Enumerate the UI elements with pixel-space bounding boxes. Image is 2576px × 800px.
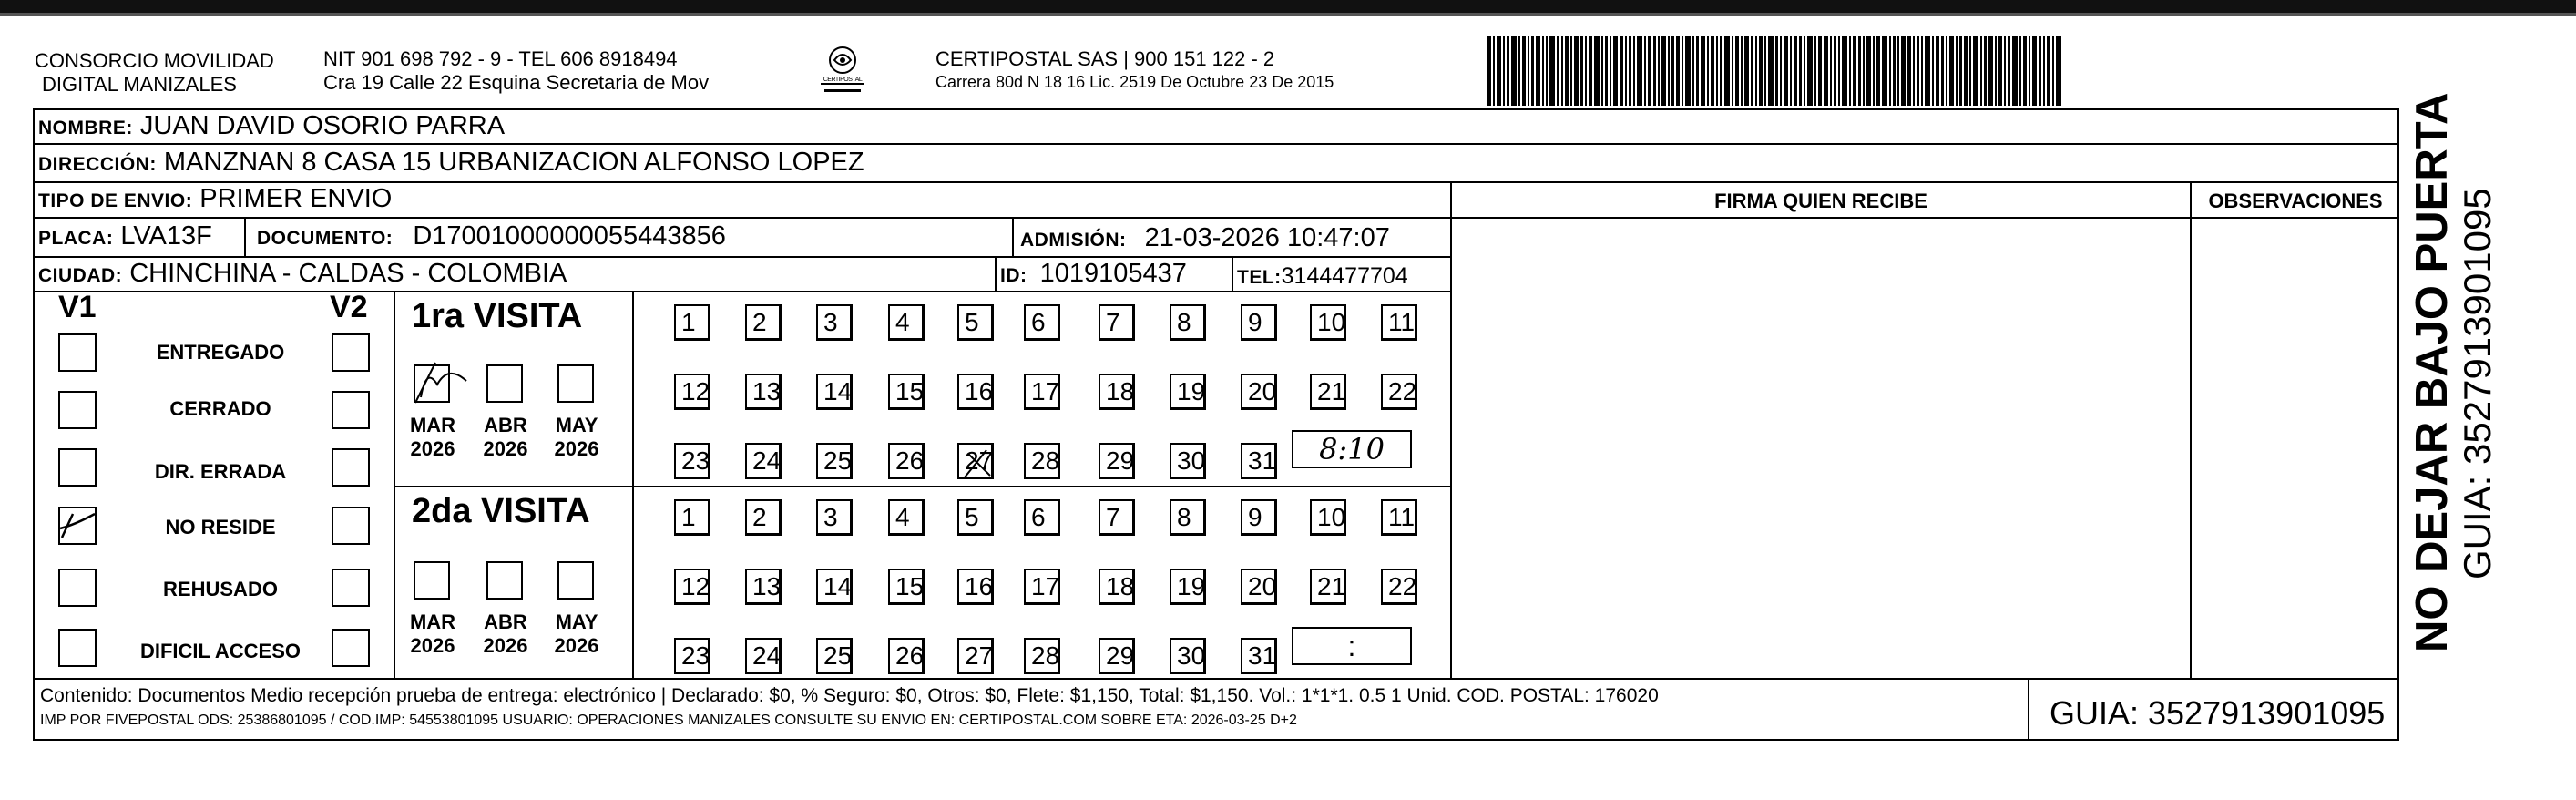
v1-checkbox-no-reside[interactable] <box>58 507 97 545</box>
observaciones-area[interactable] <box>2193 219 2397 676</box>
status-rehusado: REHUSADO <box>163 578 278 600</box>
first-visit-day-3[interactable]: 3 <box>816 304 853 341</box>
first-visit-title: 1ra VISITA <box>412 297 583 335</box>
footer-line-1: Contenido: Documentos Medio recepción prueba de entrega: electrónico | Declarado: $0, % Seguro: $0, Otros: $0, Flete: $1,150, Total: $1,150. Vol.: 1*1*1. 0.5 1 Unid. COD. POSTAL: 176020 <box>40 685 1659 706</box>
divider <box>33 678 2399 680</box>
ciudad-label: CIUDAD: <box>38 265 123 286</box>
admision-row <box>1020 223 1390 255</box>
first-visit-day-1[interactable]: 1 <box>674 304 710 341</box>
first-visit-time[interactable] <box>1292 430 1412 468</box>
barcode <box>1487 36 2218 106</box>
second-visit-day-28[interactable]: 28 <box>1024 638 1060 674</box>
v2-checkbox-no-reside[interactable] <box>332 507 370 545</box>
divider <box>394 291 395 678</box>
footer-line-2: IMP POR FIVEPOSTAL ODS: 25386801095 / COD.IMP: 54553801095 USUARIO: OPERACIONES MANIZALES CONSULTE SU ENVIO EN: CERTIPOSTAL.COM SOBRE ETA: 2026-03-25 D+2 <box>40 713 1297 728</box>
id-value: 1019105437 <box>1039 259 1187 288</box>
month-label: MAR <box>409 610 456 633</box>
first-visit-day-17[interactable]: 17 <box>1024 374 1060 410</box>
first-visit-day-12[interactable]: 12 <box>674 374 710 410</box>
first-visit-day-25[interactable]: 25 <box>816 443 853 479</box>
first-visit-month-abr[interactable] <box>486 364 523 403</box>
month-label: MAY <box>555 610 598 633</box>
first-visit-day-23[interactable]: 23 <box>674 443 710 479</box>
second-visit-day-9[interactable]: 9 <box>1241 499 1277 536</box>
divider <box>1450 181 1452 678</box>
divider <box>1012 217 1014 256</box>
v1-checkbox-dir-errada[interactable] <box>58 448 97 487</box>
tel-label: TEL: <box>1237 267 1282 288</box>
second-visit-day-24[interactable]: 24 <box>745 638 782 674</box>
year-label: 2026 <box>483 634 528 657</box>
second-visit-abr-label <box>474 610 537 658</box>
second-visit-time[interactable] <box>1292 627 1412 665</box>
status-dificil-acceso: DIFICIL ACCESO <box>139 640 301 662</box>
divider <box>995 256 997 291</box>
second-visit-mar-label <box>401 610 465 658</box>
divider <box>2028 678 2029 741</box>
admision-label: ADMISIÓN: <box>1020 230 1127 251</box>
second-visit-day-11[interactable]: 11 <box>1381 499 1417 536</box>
first-visit-day-30[interactable]: 30 <box>1170 443 1206 479</box>
first-visit-day-18[interactable]: 18 <box>1099 374 1135 410</box>
second-visit-day-30[interactable]: 30 <box>1170 638 1206 674</box>
direccion-value: MANZNAN 8 CASA 15 URBANIZACION ALFONSO LOPEZ <box>163 148 864 177</box>
first-visit-day-29[interactable]: 29 <box>1099 443 1135 479</box>
side-guia: GUIA: 3527913901095 <box>2456 188 2499 579</box>
second-visit-day-29[interactable]: 29 <box>1099 638 1135 674</box>
status-dir-errada: DIR. ERRADA <box>154 460 287 483</box>
month-label: MAR <box>409 414 456 436</box>
first-visit-day-9[interactable]: 9 <box>1241 304 1277 341</box>
second-visit-day-5[interactable]: 5 <box>957 499 994 536</box>
v2-checkbox-cerrado[interactable] <box>332 391 370 429</box>
second-visit-day-6[interactable]: 6 <box>1024 499 1060 536</box>
first-visit-day-5[interactable]: 5 <box>957 304 994 341</box>
firma-area[interactable] <box>1454 219 2188 676</box>
carrier-address: Carrera 80d N 18 16 Lic. 2519 De Octubre 23 De 2015 <box>935 73 1334 91</box>
second-visit-day-27[interactable]: 27 <box>957 638 994 674</box>
tel-value: 3144477704 <box>1281 263 1408 289</box>
second-visit-day-23[interactable]: 23 <box>674 638 710 674</box>
second-visit-day-2[interactable]: 2 <box>745 499 782 536</box>
tel-row <box>1237 261 1408 292</box>
divider <box>244 217 246 256</box>
company-contact <box>323 47 709 95</box>
documento-value: D17001000000055443856 <box>413 221 726 251</box>
divider <box>33 181 2399 183</box>
direccion-label: DIRECCIÓN: <box>38 154 157 175</box>
id-row <box>1000 259 1187 291</box>
first-visit-day-19[interactable]: 19 <box>1170 374 1206 410</box>
first-visit-day-24[interactable]: 24 <box>745 443 782 479</box>
placa-value: LVA13F <box>120 221 212 251</box>
v1-checkbox-entregado[interactable] <box>58 333 97 372</box>
observaciones-header: OBSERVACIONES <box>2208 190 2383 212</box>
second-visit-day-22[interactable]: 22 <box>1381 569 1417 605</box>
nit-line: NIT 901 698 792 - 9 - TEL 606 8918494 <box>323 47 678 70</box>
carrier-line: CERTIPOSTAL SAS | 900 151 122 - 2 <box>935 47 1275 70</box>
first-visit-day-8[interactable]: 8 <box>1170 304 1206 341</box>
second-visit-title: 2da VISITA <box>412 492 590 530</box>
month-label: ABR <box>484 414 527 436</box>
second-visit-day-7[interactable]: 7 <box>1099 499 1135 536</box>
first-visit-day-22[interactable]: 22 <box>1381 374 1417 410</box>
admision-value: 21-03-2026 10:47:07 <box>1144 223 1390 252</box>
first-visit-day-2[interactable]: 2 <box>745 304 782 341</box>
v1-checkbox-cerrado[interactable] <box>58 391 97 429</box>
company-name <box>35 49 274 97</box>
first-visit-day-26[interactable]: 26 <box>888 443 925 479</box>
v1-checkbox-dificil-acceso[interactable] <box>58 629 97 667</box>
v2-checkbox-dir-errada[interactable] <box>332 448 370 487</box>
first-visit-day-31[interactable]: 31 <box>1241 443 1277 479</box>
first-visit-day-10[interactable]: 10 <box>1310 304 1346 341</box>
direccion-row <box>38 148 864 179</box>
year-label: 2026 <box>554 437 599 460</box>
second-visit-month-may[interactable] <box>557 561 594 600</box>
second-visit-day-17[interactable]: 17 <box>1024 569 1060 605</box>
month-label: MAY <box>555 414 598 436</box>
first-visit-mar-label <box>401 414 465 461</box>
checkmark-icon <box>412 357 466 408</box>
tipo-label: TIPO DE ENVIO: <box>38 190 193 211</box>
company-line-2: DIGITAL MANIZALES <box>42 73 237 96</box>
first-visit-day-16[interactable]: 16 <box>957 374 994 410</box>
checkmark-icon <box>959 445 996 481</box>
second-visit-day-15[interactable]: 15 <box>888 569 925 605</box>
year-label: 2026 <box>410 634 455 657</box>
company-line-1: CONSORCIO MOVILIDAD <box>35 49 274 72</box>
nombre-label: NOMBRE: <box>38 118 133 138</box>
second-visit-day-12[interactable]: 12 <box>674 569 710 605</box>
first-visit-time-value: 8:10 <box>1319 432 1385 467</box>
year-label: 2026 <box>483 437 528 460</box>
firma-header: FIRMA QUIEN RECIBE <box>1714 190 1927 212</box>
v2-label: V2 <box>330 290 368 324</box>
ciudad-value: CHINCHINA - CALDAS - COLOMBIA <box>129 259 567 288</box>
divider <box>394 486 1450 487</box>
second-visit-day-16[interactable]: 16 <box>957 569 994 605</box>
nombre-row <box>38 111 505 143</box>
logo-text: CERTIPOSTAL <box>812 77 874 83</box>
year-label: 2026 <box>410 437 455 460</box>
scan-edge-shadow <box>0 13 2576 16</box>
first-visit-day-13[interactable]: 13 <box>745 374 782 410</box>
first-visit-day-6[interactable]: 6 <box>1024 304 1060 341</box>
placa-row <box>38 221 212 253</box>
second-visit-day-4[interactable]: 4 <box>888 499 925 536</box>
nombre-value: JUAN DAVID OSORIO PARRA <box>139 111 506 140</box>
second-visit-day-25[interactable]: 25 <box>816 638 853 674</box>
first-visit-day-14[interactable]: 14 <box>816 374 853 410</box>
status-entregado: ENTREGADO <box>156 341 285 364</box>
first-visit-day-15[interactable]: 15 <box>888 374 925 410</box>
second-visit-day-14[interactable]: 14 <box>816 569 853 605</box>
first-visit-day-11[interactable]: 11 <box>1381 304 1417 341</box>
second-visit-month-abr[interactable] <box>486 561 523 600</box>
second-visit-day-21[interactable]: 21 <box>1310 569 1346 605</box>
checkmark-icon <box>55 501 109 547</box>
second-visit-day-19[interactable]: 19 <box>1170 569 1206 605</box>
first-visit-day-20[interactable]: 20 <box>1241 374 1277 410</box>
carrier-info <box>935 47 1334 93</box>
first-visit-month-may[interactable] <box>557 364 594 403</box>
divider <box>33 143 2399 145</box>
first-visit-may-label <box>545 414 608 461</box>
id-label: ID: <box>1000 265 1027 286</box>
second-visit-may-label <box>545 610 608 658</box>
scan-edge <box>0 0 2576 13</box>
status-no-reside: NO RESIDE <box>165 516 276 538</box>
second-visit-day-18[interactable]: 18 <box>1099 569 1135 605</box>
month-label: ABR <box>484 610 527 633</box>
address-line: Cra 19 Calle 22 Esquina Secretaria de Mov <box>323 71 710 94</box>
first-visit-day-21[interactable]: 21 <box>1310 374 1346 410</box>
second-visit-month-mar[interactable] <box>414 561 450 600</box>
first-visit-day-7[interactable]: 7 <box>1099 304 1135 341</box>
first-visit-abr-label <box>474 414 537 461</box>
ciudad-row <box>38 259 567 291</box>
v1-label: V1 <box>58 290 97 324</box>
side-warning: NO DEJAR BAJO PUERTA <box>2407 92 2457 652</box>
year-label: 2026 <box>554 634 599 657</box>
placa-label: PLACA: <box>38 228 114 249</box>
tipo-value: PRIMER ENVIO <box>199 184 393 213</box>
second-visit-day-26[interactable]: 26 <box>888 638 925 674</box>
second-visit-day-20[interactable]: 20 <box>1241 569 1277 605</box>
second-visit-day-10[interactable]: 10 <box>1310 499 1346 536</box>
divider <box>33 256 1452 258</box>
second-visit-time-value: : <box>1347 630 1356 662</box>
first-visit-day-28[interactable]: 28 <box>1024 443 1060 479</box>
divider <box>632 291 634 678</box>
first-visit-month-mar[interactable] <box>414 364 450 403</box>
tipo-row <box>38 184 392 216</box>
documento-label: DOCUMENTO: <box>257 228 394 249</box>
divider <box>2190 181 2192 678</box>
v2-checkbox-dificil-acceso[interactable] <box>332 629 370 667</box>
footer-guia: GUIA: 3527913901095 <box>2050 694 2386 732</box>
v2-checkbox-entregado[interactable] <box>332 333 370 372</box>
second-visit-day-8[interactable]: 8 <box>1170 499 1206 536</box>
second-visit-day-3[interactable]: 3 <box>816 499 853 536</box>
second-visit-day-31[interactable]: 31 <box>1241 638 1277 674</box>
documento-row <box>257 221 726 253</box>
certipostal-logo-icon <box>815 42 870 100</box>
v1-checkbox-rehusado[interactable] <box>58 569 97 607</box>
second-visit-day-13[interactable]: 13 <box>745 569 782 605</box>
status-cerrado: CERRADO <box>169 397 271 420</box>
divider <box>1232 256 1233 291</box>
first-visit-day-27[interactable]: 27 <box>957 443 994 479</box>
first-visit-day-4[interactable]: 4 <box>888 304 925 341</box>
v2-checkbox-rehusado[interactable] <box>332 569 370 607</box>
second-visit-day-1[interactable]: 1 <box>674 499 710 536</box>
